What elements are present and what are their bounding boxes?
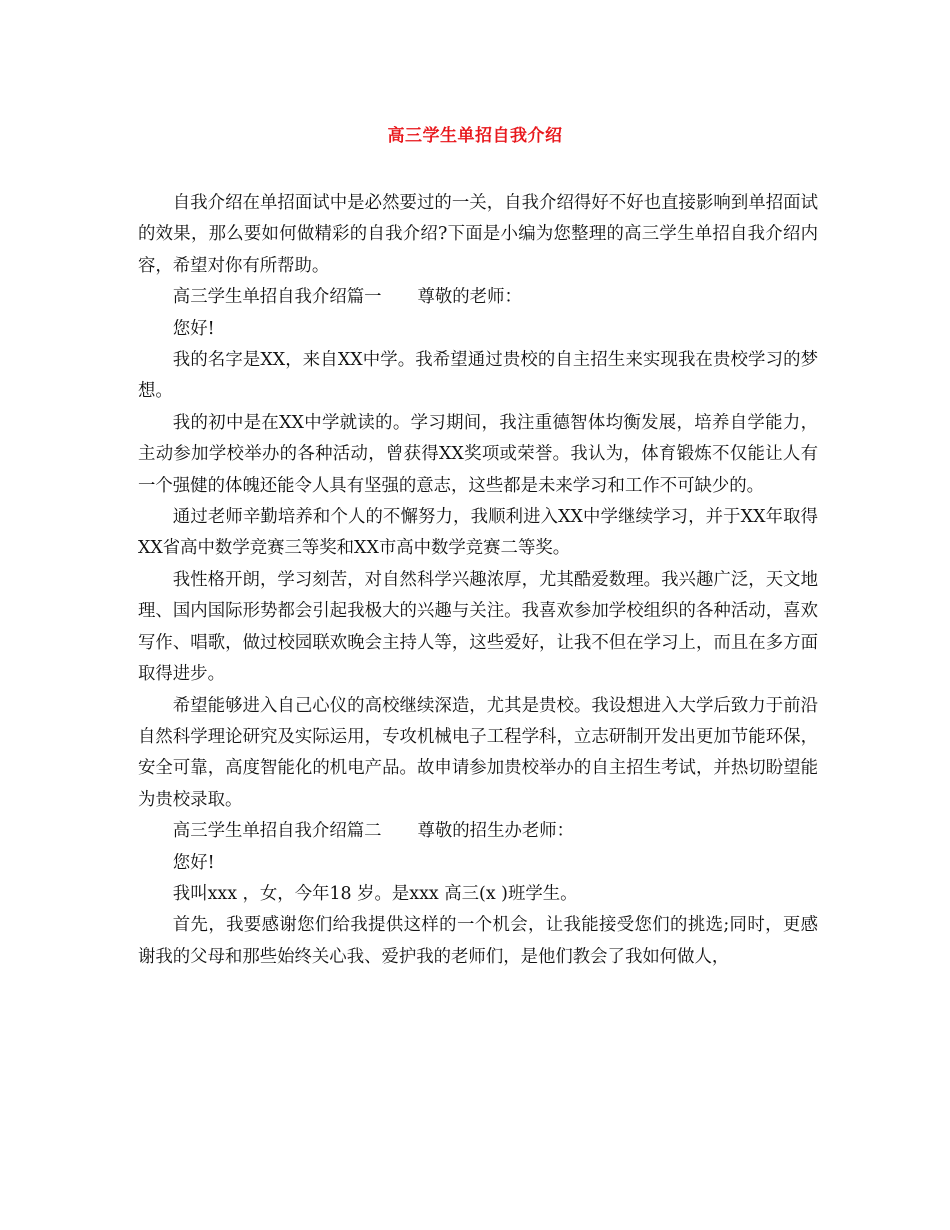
section-two-heading: 高三学生单招自我介绍篇二	[172, 821, 382, 842]
section-one-paragraph-awards: 通过老师辛勤培养和个人的不懈努力，我顺利进入XX中学继续学习，并于XX年取得XX省高中数学竞赛三等奖和XX市高中数学竞赛二等奖。	[138, 507, 818, 559]
section-one-heading-line	[138, 282, 818, 313]
section-two-greeting: 您好!	[172, 852, 215, 873]
document-title: 高三学生单招自我介绍	[387, 126, 563, 146]
section-one-greeting: 您好!	[172, 318, 215, 339]
intro-paragraph: 自我介绍在单招面试中是必然要过的一关，自我介绍得好不好也直接影响到单招面试的效果，那么要如何做精彩的自我介绍?下面是小编为您整理的高三学生单招自我介绍内容，希望对你有所帮助。	[138, 193, 818, 276]
section-one-paragraph-aspiration: 希望能够进入自己心仪的高校继续深造，尤其是贵校。我设想进入大学后致力于前沿自然科学理论研究及实际运用，专攻机械电子工程学科，立志研制开发出更加节能环保，安全可靠，高度智能化的机电产品。故申请参加贵校举办的自主招生考试，并热切盼望能为贵校录取。	[138, 695, 818, 810]
section-one-heading: 高三学生单招自我介绍篇一	[172, 287, 382, 308]
section-two-paragraph-identity: 我叫xxx ，女，今年18 岁。是xxx 高三(x )班学生。	[172, 883, 578, 904]
document-body	[138, 188, 818, 973]
section-one-paragraph-junior-school: 我的初中是在XX中学就读的。学习期间，我注重德智体均衡发展，培养自学能力，主动参加学校举办的各种活动，曾获得XX奖项或荣誉。我认为，体育锻炼不仅能让人有一个强健的体魄还能令人具有坚强的意志，这些都是未来学习和工作不可缺少的。	[138, 412, 818, 496]
section-one-paragraph-personality: 我性格开朗，学习刻苦，对自然科学兴趣浓厚，尤其酷爱数理。我兴趣广泛，天文地理、国内国际形势都会引起我极大的兴趣与关注。我喜欢参加学校组织的各种活动，喜欢写作、唱歌，做过校园联欢晚会主持人等，这些爱好，让我不但在学习上，而且在多方面取得进步。	[138, 569, 818, 685]
section-two-heading-line	[138, 816, 818, 847]
section-one-paragraph-name: 我的名字是XX，来自XX中学。我希望通过贵校的自主招生来实现我在贵校学习的梦想。	[138, 350, 818, 402]
section-two-paragraph-thanks: 首先，我要感谢您们给我提供这样的一个机会，让我能接受您们的挑选;同时，更感谢我的父母和那些始终关心我、爱护我的老师们，是他们教会了我如何做人，	[138, 915, 818, 967]
section-two-salutation: 尊敬的招生办老师：	[417, 821, 575, 842]
section-one-salutation: 尊敬的老师：	[417, 287, 522, 308]
